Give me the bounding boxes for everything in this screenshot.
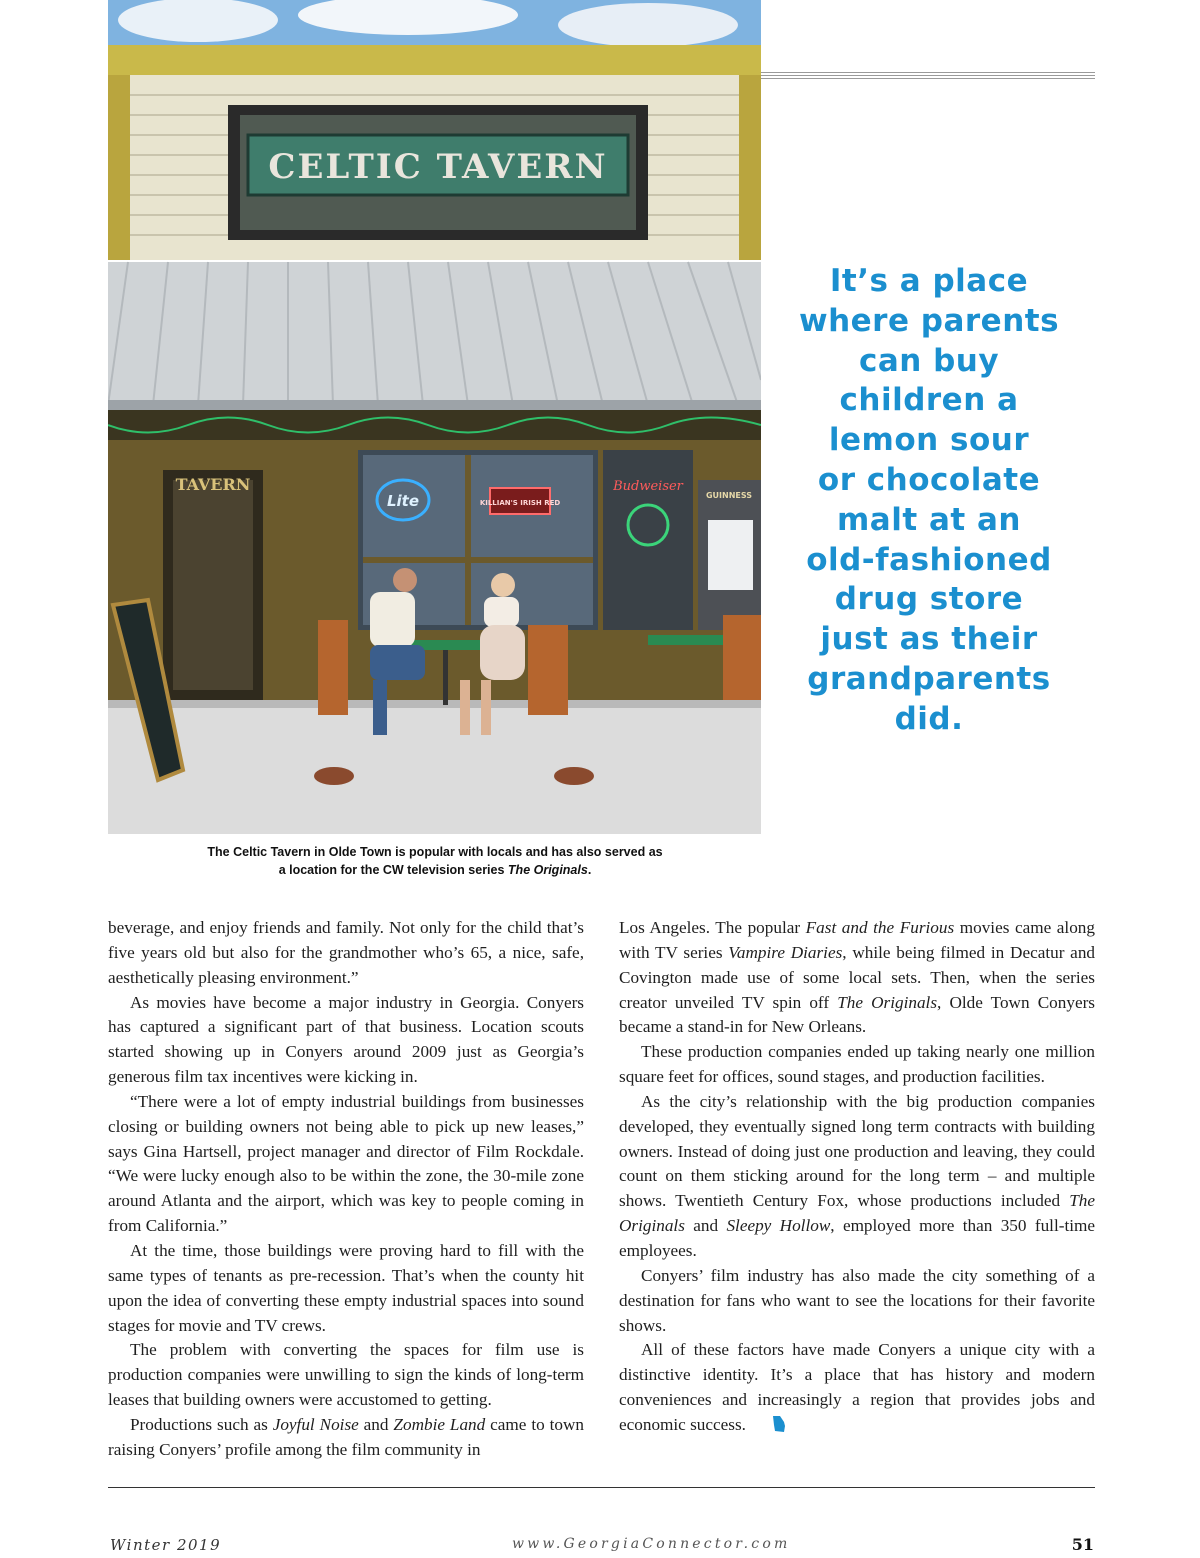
footer-rule xyxy=(108,1487,1095,1488)
neon-sign-2: KILLIAN'S IRISH RED xyxy=(479,499,561,507)
paragraph: These production companies ended up taking nearly one million square feet for offices, sound stages, and production facilities. xyxy=(619,1042,1095,1087)
neon-sign-3: Budweiser xyxy=(613,479,683,494)
small-sign: TAVERN xyxy=(175,475,251,494)
photo-caption xyxy=(160,843,710,879)
pull-quote-line: children a xyxy=(839,382,1019,419)
pull-quote-line: did. xyxy=(894,700,964,737)
paragraph: The problem with converting the spaces for film use is production companies were unwilling to sign the kinds of long-term leases that building owners were accustomed to getting. xyxy=(108,1340,584,1410)
paragraph: “There were a lot of empty industrial buildings from businesses closing or building owners not being able to pick up new leases,” says Gina Hartsell, project manager and director of Film Rockdale. “We were lucky enough also to be within the zone, the 30-mile zone around Atlanta and the airport, which was key to people coming in from California.” xyxy=(108,1091,584,1236)
paragraph: As movies have become a major industry in Georgia. Conyers has captured a significant part of that business. Location scouts started showing up in Conyers around 2009 just as Georgia’s generous film tax incentives were kicking in. xyxy=(108,992,584,1087)
pull-quote-line: lemon sour xyxy=(828,422,1030,459)
paragraph: Los Angeles. The popular Fast and the Furious movies came along with TV series Vampire Diaries, while being filmed in Decatur and Covington made use of some local sets. Then, when the series creator unveiled TV spin off The Originals, Olde Town Conyers became a stand-in for New Orleans. xyxy=(619,918,1096,1037)
sign-text: CELTIC TAVERN xyxy=(268,147,608,187)
top-rule xyxy=(761,72,1095,78)
caption-line-1: The Celtic Tavern in Olde Town is popular with locals and has also served as xyxy=(207,845,663,859)
paragraph: Conyers’ film industry has also made the city something of a destination for fans who want to see the locations for their favorite shows. xyxy=(619,1265,1095,1335)
tavern-photo xyxy=(108,0,761,834)
paragraph: At the time, those buildings were proving hard to fill with the same types of tenants as pre-recession. That’s when the county hit upon the idea of converting these empty industrial spaces into sound stages for movie and TV crews. xyxy=(108,1240,584,1335)
pull-quote-line: old-fashioned xyxy=(806,541,1052,578)
page-number: 51 xyxy=(1071,1535,1094,1554)
neon-sign-4: GUINNESS xyxy=(705,491,753,500)
pull-quote-line: drug store xyxy=(834,581,1024,618)
paragraph: Productions such as Joyful Noise and Zombie Land came to town raising Conyers’ profile among the film community in xyxy=(108,1414,584,1459)
georgia-state-icon xyxy=(750,1415,764,1431)
website-url[interactable]: www.GeorgiaConnector.com xyxy=(512,1536,791,1552)
pull-quote-line: grandparents xyxy=(807,660,1051,697)
paragraph: As the city’s relationship with the big production companies developed, they eventually signed long term contracts with building owners. Instead of doing just one production and leaving, they could count on them sticking around for the long term – and multiple shows. Twentieth Century Fox, whose productions included The Originals and Sleepy Hollow, employed more than 350 full-time employees. xyxy=(619,1091,1095,1260)
paragraph: All of these factors have made Conyers a unique city with a distinctive identity. It’s a place that has history and modern conveniences and increasingly a region that provides jobs and economic success. xyxy=(619,1340,1095,1434)
pull-quote-line: can buy xyxy=(858,342,1000,379)
issue-date: Winter 2019 xyxy=(110,1536,222,1554)
pull-quote xyxy=(790,262,1068,740)
caption-line-2: a location for the CW television series The Originals. xyxy=(278,863,592,877)
body-column-left xyxy=(108,916,584,1463)
pull-quote-line: just as their xyxy=(820,621,1038,658)
pull-quote-line: or chocolate xyxy=(817,461,1041,498)
paragraph: beverage, and enjoy friends and family. Not only for the child that’s five years old but also for the grandmother who’s 65, a nice, safe, aesthetically pleasing environment.” xyxy=(108,918,584,987)
body-column-right xyxy=(619,916,1095,1438)
pull-quote-line: malt at an xyxy=(837,501,1021,538)
pull-quote-line: It’s a place xyxy=(829,263,1029,299)
neon-sign-1: Lite xyxy=(386,492,420,510)
pull-quote-line: where parents xyxy=(798,302,1060,339)
